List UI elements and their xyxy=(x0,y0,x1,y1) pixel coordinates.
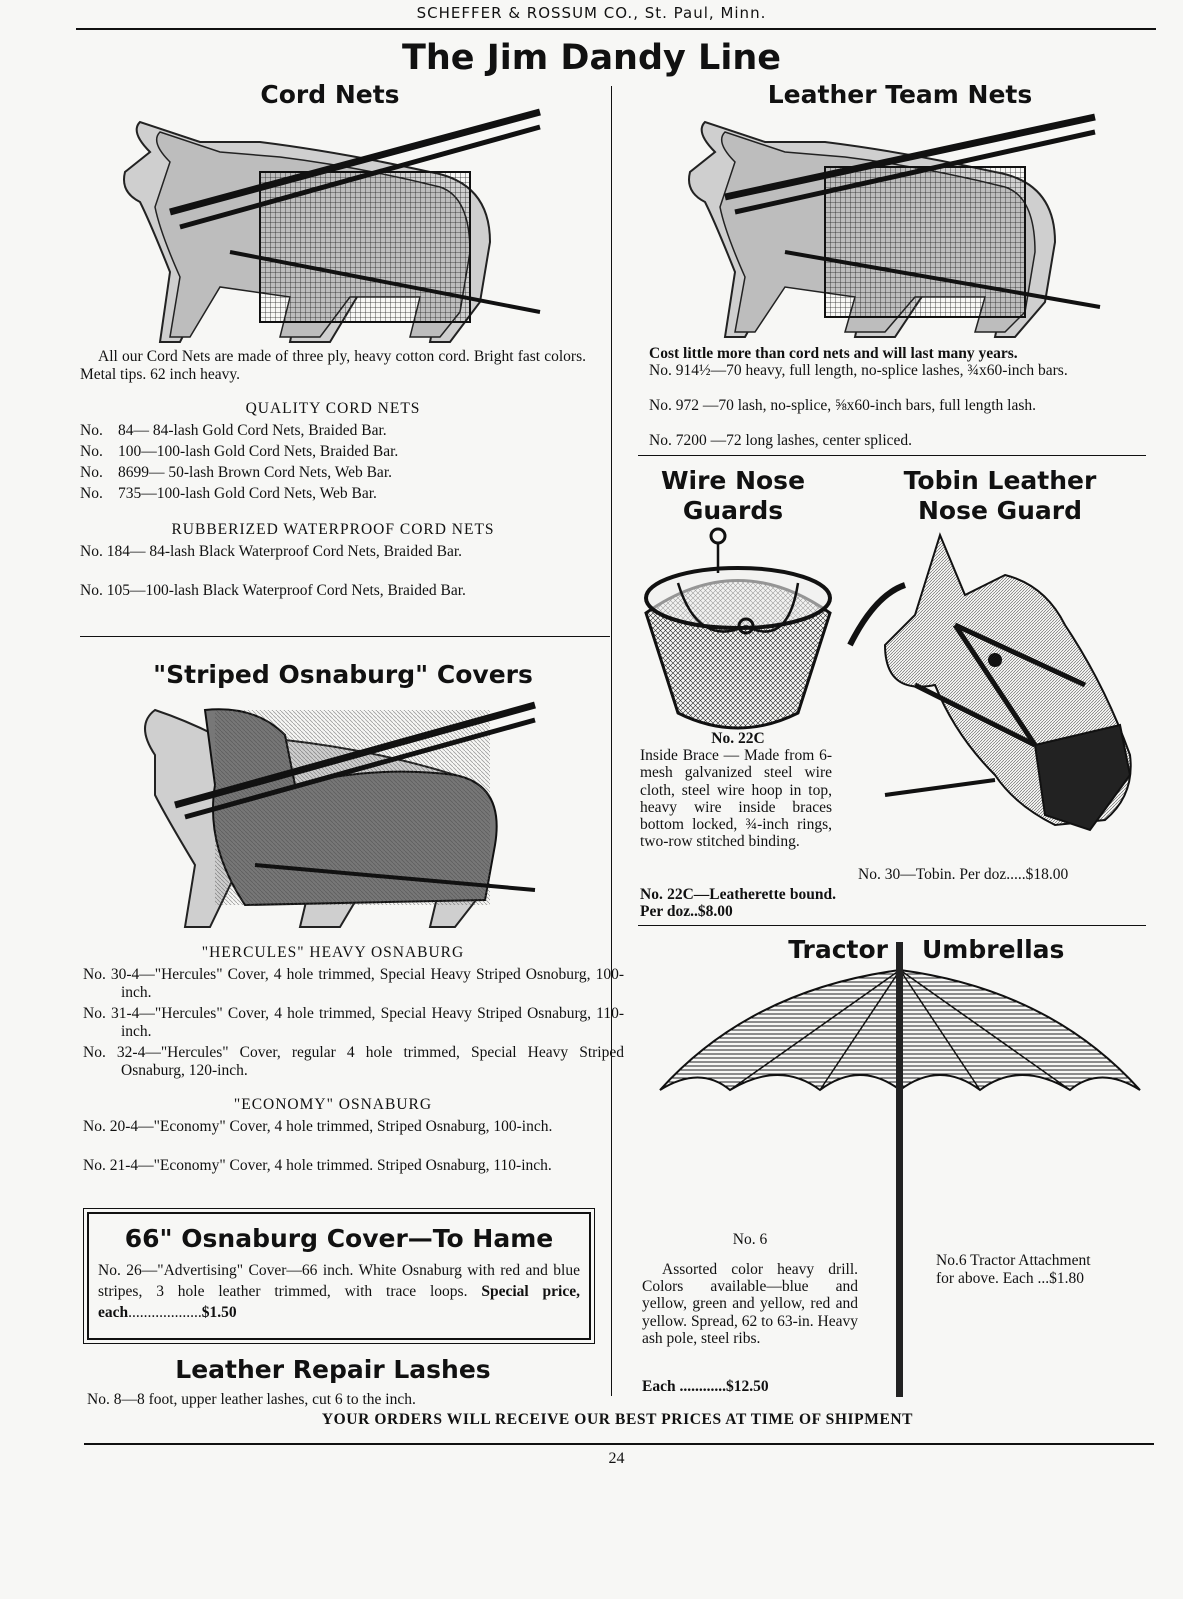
hercules-heading: "HERCULES" HEAVY OSNABURG xyxy=(201,944,465,961)
umbrella-description: Assorted color heavy drill. Colors available—blue and yellow, green and yellow, red and yellow. Spread, 62 to 63-in. Heavy ash pole, steel ribs. xyxy=(642,1261,858,1347)
covers-horses-illustration xyxy=(125,695,545,930)
leather-team-nets-heading: Leather Team Nets xyxy=(767,80,1033,109)
osnaburg-hame-box xyxy=(87,1212,591,1340)
footer-rule xyxy=(84,1443,1154,1445)
leather-team-nets-horses-illustration xyxy=(675,112,1105,340)
page-number: 24 xyxy=(608,1450,625,1467)
tobin-heading: Tobin Leather Nose Guard xyxy=(903,466,1097,525)
list-item: No. 30-4—"Hercules" Cover, 4 hole trimmed, Special Heavy Striped Osnoburg, 100-inch. xyxy=(83,966,624,1001)
footer-notice: YOUR ORDERS WILL RECEIVE OUR BEST PRICES AT TIME OF SHIPMENT xyxy=(321,1411,914,1428)
osnaburg-hame-heading: 66" Osnaburg Cover—To Hame xyxy=(124,1224,554,1253)
cord-nets-intro: All our Cord Nets are made of three ply, heavy cotton cord. Bright fast colors. Metal tips. 62 inch heavy. xyxy=(80,348,586,383)
leather-repair-text: No. 8—8 foot, upper leather lashes, cut 6 to the inch. xyxy=(87,1391,416,1408)
list-item: No. 100—100-lash Gold Cord Nets, Braided Bar. xyxy=(80,443,399,460)
tobin-horse-head-illustration xyxy=(845,535,1140,835)
list-item: No. 21-4—"Economy" Cover, 4 hole trimmed. Striped Osnaburg, 110-inch. xyxy=(83,1157,552,1174)
tractor-attachment-line-2: for above. Each ...$1.80 xyxy=(936,1270,1085,1287)
page-header: SCHEFFER & ROSSUM CO., St. Paul, Minn. xyxy=(416,4,767,22)
list-item: No. 32-4—"Hercules" Cover, regular 4 hole trimmed, Special Heavy Striped Osnaburg, 120-inch. xyxy=(83,1044,624,1079)
tractor-attachment-line-1: No.6 Tractor Attachment xyxy=(936,1252,1091,1269)
section-rule xyxy=(638,925,1146,926)
list-item: No. 7200 —72 long lashes, center spliced. xyxy=(649,432,913,449)
tractor-heading: Tractor xyxy=(788,935,888,964)
wire-nose-model: No. 22C xyxy=(711,730,765,747)
page-title: The Jim Dandy Line xyxy=(402,38,781,78)
tobin-price: No. 30—Tobin. Per doz.....$18.00 xyxy=(858,866,1069,883)
cord-nets-heading: Cord Nets xyxy=(260,80,400,109)
economy-heading: "ECONOMY" OSNABURG xyxy=(233,1096,433,1113)
wire-nose-guards-heading: Wire Nose Guards xyxy=(660,466,806,525)
covers-heading: "Striped Osnaburg" Covers xyxy=(153,660,533,689)
umbrellas-heading: Umbrellas xyxy=(922,935,1065,964)
quality-cord-nets-list xyxy=(80,422,586,502)
leather-team-nets-intro: Cost little more than cord nets and will last many years. xyxy=(649,345,1018,362)
leather-repair-heading: Leather Repair Lashes xyxy=(175,1355,491,1384)
umbrella-price: Each ............$12.50 xyxy=(642,1378,769,1395)
column-divider xyxy=(611,86,612,1396)
list-item: No. 84— 84-lash Gold Cord Nets, Braided Bar. xyxy=(80,422,387,439)
list-item: No. 972 —70 lash, no-splice, ⅝x60-inch bars, full length lash. xyxy=(649,397,1037,414)
wire-nose-price: No. 22C—Leatherette bound. Per doz..$8.00 xyxy=(640,886,836,920)
section-rule xyxy=(80,636,610,637)
list-item: No. 914½—70 heavy, full length, no-splice lashes, ¾x60-inch bars. xyxy=(649,362,1068,379)
header-rule xyxy=(76,28,1156,30)
umbrella-model: No. 6 xyxy=(732,1231,768,1248)
wire-nose-guard-illustration xyxy=(638,528,838,733)
list-item: No. 184— 84-lash Black Waterproof Cord Nets, Braided Bar. xyxy=(80,543,463,560)
osnaburg-hame-text: No. 26—"Advertising" Cover—66 inch. White Osnaburg with red and blue stripes, 3 hole leather trimmed, with trace loops. Special price, each...................$1.50 xyxy=(98,1262,580,1321)
list-item: No. 105—100-lash Black Waterproof Cord Nets, Braided Bar. xyxy=(80,582,466,599)
list-item: No. 20-4—"Economy" Cover, 4 hole trimmed, Striped Osnaburg, 100-inch. xyxy=(83,1118,553,1135)
wire-nose-description: Inside Brace — Made from 6-mesh galvanized steel wire cloth, steel wire hoop in top, heavy wire inside braces bottom locked, ¾-inch rings, two-row stitched binding. xyxy=(640,747,832,851)
rubberized-heading: RUBBERIZED WATERPROOF CORD NETS xyxy=(171,521,495,538)
list-item: No. 735—100-lash Gold Cord Nets, Web Bar. xyxy=(80,485,377,502)
quality-cord-nets-heading: QUALITY CORD NETS xyxy=(245,400,421,417)
list-item: No. 31-4—"Hercules" Cover, 4 hole trimmed, Special Heavy Striped Osnaburg, 110-inch. xyxy=(83,1005,624,1040)
section-rule xyxy=(638,455,1146,456)
cord-nets-horses-illustration xyxy=(110,112,550,344)
list-item: No. 8699— 50-lash Brown Cord Nets, Web Bar. xyxy=(80,464,392,481)
